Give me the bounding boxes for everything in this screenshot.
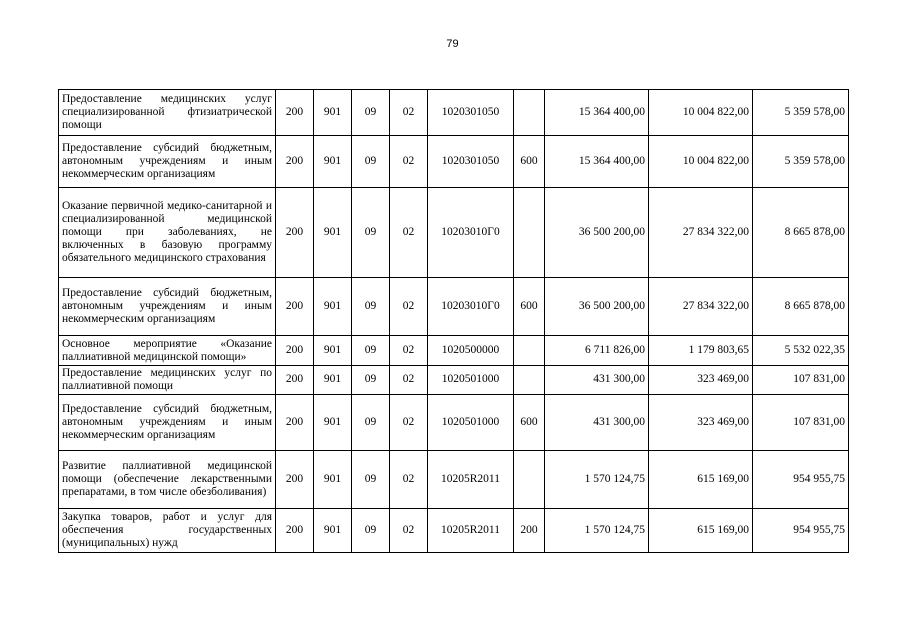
amount-planned: 1 570 124,75 — [545, 508, 649, 552]
table-row — [59, 136, 849, 188]
ministry-code: 901 — [314, 450, 352, 508]
row-description: Предоставление субсидий бюджетным, автономным учреждениям и иным некоммерческим организациям — [59, 278, 276, 336]
amount-remaining: 954 955,75 — [753, 450, 849, 508]
amount-remaining: 107 831,00 — [753, 394, 849, 450]
expense-type-code: 600 — [514, 394, 545, 450]
admin-code: 200 — [276, 336, 314, 366]
table-body — [59, 90, 849, 553]
admin-code: 200 — [276, 450, 314, 508]
subsection-code: 02 — [390, 450, 428, 508]
expense-type-code — [514, 366, 545, 395]
table-row — [59, 188, 849, 278]
amount-planned: 6 711 826,00 — [545, 336, 649, 366]
amount-remaining: 954 955,75 — [753, 508, 849, 552]
target-article-code: 1020501000 — [428, 394, 514, 450]
page-number: 79 — [446, 38, 459, 50]
subsection-code: 02 — [390, 394, 428, 450]
section-code: 09 — [352, 366, 390, 395]
table-row — [59, 336, 849, 366]
admin-code: 200 — [276, 278, 314, 336]
section-code: 09 — [352, 188, 390, 278]
subsection-code: 02 — [390, 90, 428, 136]
ministry-code: 901 — [314, 336, 352, 366]
amount-planned: 15 364 400,00 — [545, 90, 649, 136]
section-code: 09 — [352, 90, 390, 136]
amount-executed: 10 004 822,00 — [649, 136, 753, 188]
row-description: Оказание первичной медико-санитарной и специализированной медицинской помощи при заболеваниях, не включенных в базовую программу обязательного медицинского страхования — [59, 188, 276, 278]
table-row — [59, 450, 849, 508]
row-description: Предоставление субсидий бюджетным, автономным учреждениям и иным некоммерческим организациям — [59, 136, 276, 188]
admin-code: 200 — [276, 188, 314, 278]
expense-type-code: 600 — [514, 278, 545, 336]
expense-type-code: 200 — [514, 508, 545, 552]
target-article-code: 10205R2011 — [428, 508, 514, 552]
ministry-code: 901 — [314, 136, 352, 188]
subsection-code: 02 — [390, 336, 428, 366]
ministry-code: 901 — [314, 394, 352, 450]
table-row — [59, 90, 849, 136]
amount-executed: 27 834 322,00 — [649, 278, 753, 336]
amount-executed: 615 169,00 — [649, 508, 753, 552]
ministry-code: 901 — [314, 90, 352, 136]
row-description: Закупка товаров, работ и услуг для обеспечения государственных (муниципальных) нужд — [59, 508, 276, 552]
table-row — [59, 278, 849, 336]
amount-planned: 431 300,00 — [545, 366, 649, 395]
table-row — [59, 508, 849, 552]
admin-code: 200 — [276, 366, 314, 395]
amount-executed: 10 004 822,00 — [649, 90, 753, 136]
amount-executed: 323 469,00 — [649, 366, 753, 395]
section-code: 09 — [352, 336, 390, 366]
amount-planned: 1 570 124,75 — [545, 450, 649, 508]
section-code: 09 — [352, 136, 390, 188]
subsection-code: 02 — [390, 278, 428, 336]
row-description: Предоставление медицинских услуг по паллиативной помощи — [59, 366, 276, 395]
table-row — [59, 394, 849, 450]
target-article-code: 10205R2011 — [428, 450, 514, 508]
amount-remaining: 5 532 022,35 — [753, 336, 849, 366]
amount-planned: 36 500 200,00 — [545, 278, 649, 336]
section-code: 09 — [352, 278, 390, 336]
row-description: Развитие паллиативной медицинской помощи (обеспечение лекарственными препаратами, в том числе обезболивания) — [59, 450, 276, 508]
target-article-code: 1020301050 — [428, 90, 514, 136]
row-description: Основное мероприятие «Оказание паллиативной медицинской помощи» — [59, 336, 276, 366]
amount-planned: 431 300,00 — [545, 394, 649, 450]
subsection-code: 02 — [390, 188, 428, 278]
admin-code: 200 — [276, 394, 314, 450]
subsection-code: 02 — [390, 508, 428, 552]
section-code: 09 — [352, 450, 390, 508]
expense-type-code — [514, 188, 545, 278]
ministry-code: 901 — [314, 188, 352, 278]
ministry-code: 901 — [314, 366, 352, 395]
expense-type-code — [514, 90, 545, 136]
amount-executed: 27 834 322,00 — [649, 188, 753, 278]
admin-code: 200 — [276, 508, 314, 552]
amount-planned: 36 500 200,00 — [545, 188, 649, 278]
ministry-code: 901 — [314, 278, 352, 336]
amount-executed: 1 179 803,65 — [649, 336, 753, 366]
amount-remaining: 5 359 578,00 — [753, 136, 849, 188]
target-article-code: 1020501000 — [428, 366, 514, 395]
amount-planned: 15 364 400,00 — [545, 136, 649, 188]
amount-remaining: 8 665 878,00 — [753, 278, 849, 336]
ministry-code: 901 — [314, 508, 352, 552]
amount-remaining: 5 359 578,00 — [753, 90, 849, 136]
expense-type-code — [514, 450, 545, 508]
target-article-code: 10203010Г0 — [428, 278, 514, 336]
budget-table — [58, 89, 849, 553]
expense-type-code — [514, 336, 545, 366]
admin-code: 200 — [276, 136, 314, 188]
amount-executed: 615 169,00 — [649, 450, 753, 508]
section-code: 09 — [352, 394, 390, 450]
section-code: 09 — [352, 508, 390, 552]
row-description: Предоставление субсидий бюджетным, автономным учреждениям и иным некоммерческим организациям — [59, 394, 276, 450]
row-description: Предоставление медицинских услуг специализированной фтизиатрической помощи — [59, 90, 276, 136]
target-article-code: 1020500000 — [428, 336, 514, 366]
expense-type-code: 600 — [514, 136, 545, 188]
subsection-code: 02 — [390, 366, 428, 395]
target-article-code: 1020301050 — [428, 136, 514, 188]
target-article-code: 10203010Г0 — [428, 188, 514, 278]
amount-executed: 323 469,00 — [649, 394, 753, 450]
admin-code: 200 — [276, 90, 314, 136]
amount-remaining: 8 665 878,00 — [753, 188, 849, 278]
amount-remaining: 107 831,00 — [753, 366, 849, 395]
subsection-code: 02 — [390, 136, 428, 188]
table-row — [59, 366, 849, 395]
